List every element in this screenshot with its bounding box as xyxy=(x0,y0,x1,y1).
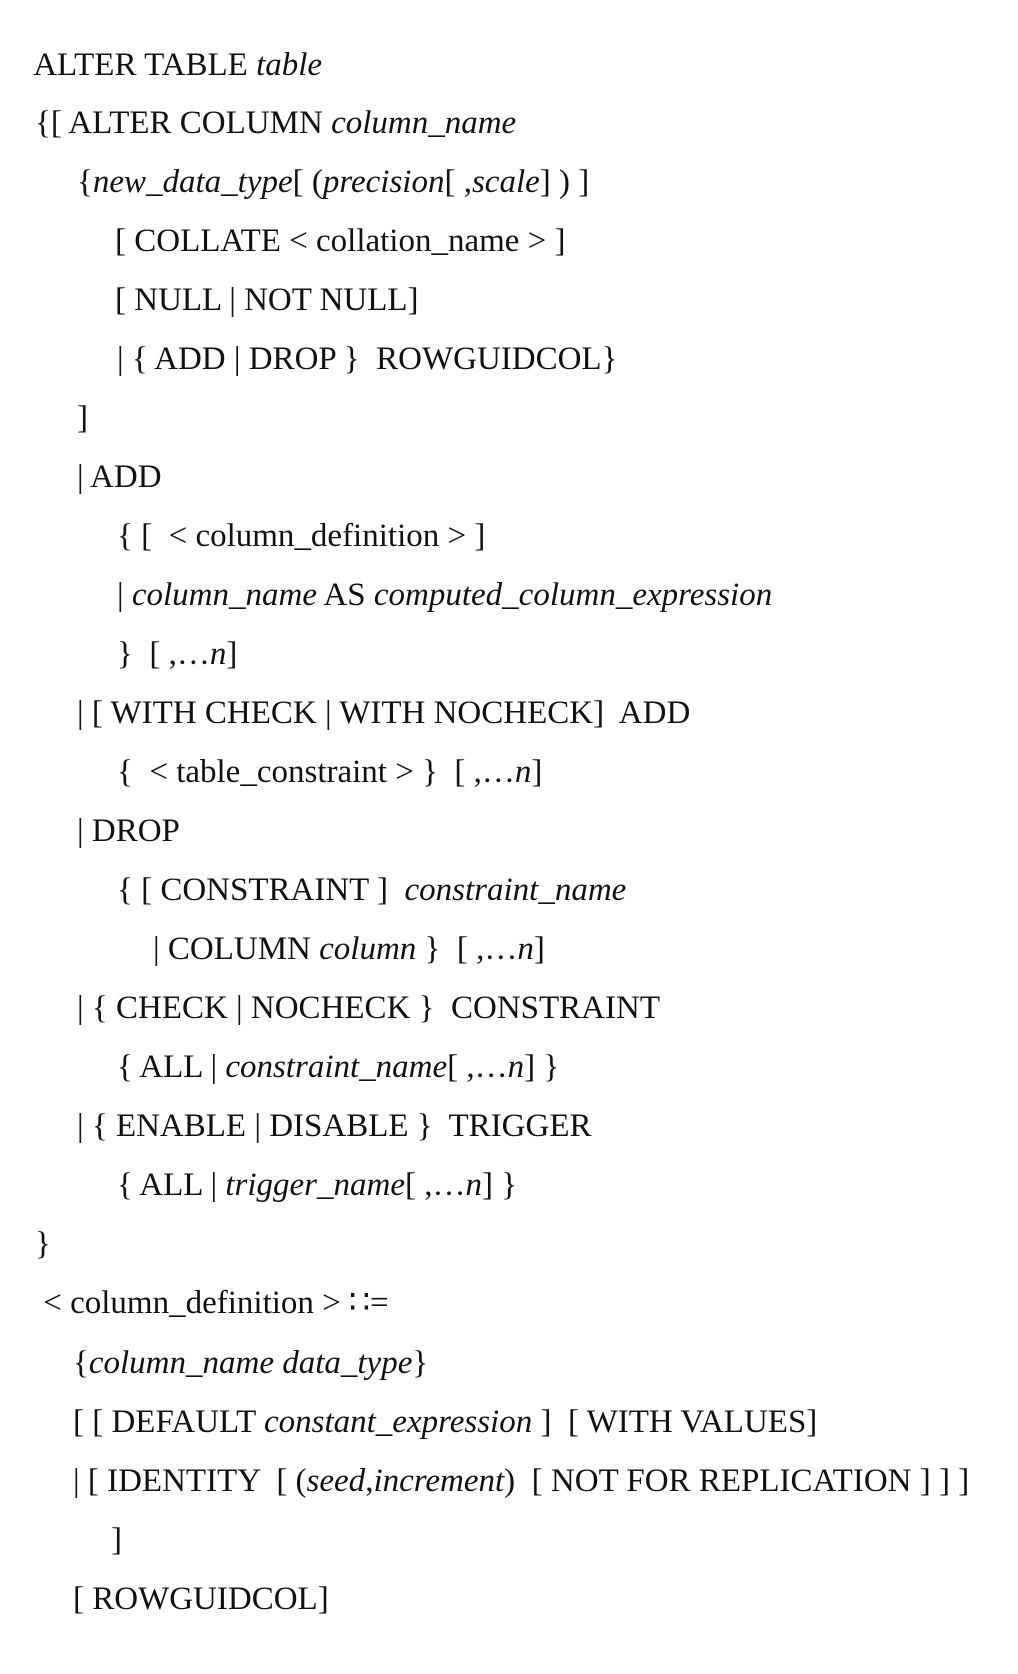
syntax-fragment: n xyxy=(465,1167,482,1203)
syntax-line-17 xyxy=(44,933,660,1026)
syntax-fragment: [ ,… xyxy=(404,1167,466,1203)
syntax-fragment: scale xyxy=(471,164,540,200)
syntax-line-18 xyxy=(84,992,560,1085)
syntax-fragment: column_name data_type xyxy=(88,1345,413,1381)
syntax-fragment: new_data_type xyxy=(92,164,293,200)
syntax-fragment: column_name xyxy=(331,105,517,141)
syntax-fragment: { [ CONSTRAINT ] xyxy=(117,872,405,908)
syntax-fragment: ] ) ] xyxy=(539,164,590,200)
syntax-fragment: } [ ,… xyxy=(416,931,518,967)
syntax-line-21 xyxy=(2,1169,51,1262)
syntax-fragment: constraint_name xyxy=(404,872,627,908)
syntax-fragment: | [ IDENTITY [ ( xyxy=(73,1463,307,1499)
syntax-fragment: ) [ NOT FOR REPLICATION ] ] ] xyxy=(504,1463,970,1499)
syntax-line-24 xyxy=(40,1347,818,1440)
syntax-fragment: | { ENABLE | DISABLE } TRIGGER xyxy=(77,1108,592,1144)
syntax-fragment: ] xyxy=(226,636,238,672)
syntax-fragment: | xyxy=(117,577,132,613)
syntax-fragment: ALTER TABLE xyxy=(33,47,257,83)
syntax-line-19 xyxy=(44,1051,592,1144)
syntax-fragment: } [ ,… xyxy=(117,636,210,672)
syntax-fragment: computed_column_expression xyxy=(373,577,773,613)
syntax-fragment: { ALL | xyxy=(117,1167,226,1203)
syntax-line-8 xyxy=(44,402,162,495)
syntax-fragment: n xyxy=(517,931,534,967)
syntax-fragment: | { CHECK | NOCHECK } CONSTRAINT xyxy=(77,990,660,1026)
syntax-fragment: ] } xyxy=(524,1049,560,1085)
syntax-fragment: , xyxy=(365,1463,374,1499)
syntax-fragment: { [ < column_definition > ] xyxy=(117,518,486,554)
syntax-fragment: | ADD xyxy=(77,459,162,495)
syntax-line-9 xyxy=(84,461,486,554)
syntax-line-22 xyxy=(2,1228,389,1321)
syntax-fragment: ] [ WITH VALUES] xyxy=(532,1404,818,1440)
syntax-line-15 xyxy=(84,815,627,908)
syntax-fragment: { < table_constraint > } [ ,… xyxy=(117,754,515,790)
syntax-line-23 xyxy=(40,1288,429,1381)
syntax-fragment: trigger_name xyxy=(225,1167,405,1203)
syntax-fragment: ] xyxy=(533,931,545,967)
syntax-fragment: seed xyxy=(306,1463,366,1499)
syntax-line-11 xyxy=(84,579,238,672)
syntax-fragment: < column_definition > ∷= xyxy=(35,1285,389,1321)
syntax-line-10 xyxy=(84,520,773,613)
syntax-fragment: increment xyxy=(373,1463,505,1499)
syntax-fragment: } xyxy=(35,1226,51,1262)
syntax-fragment: | [ WITH CHECK | WITH NOCHECK] ADD xyxy=(77,695,691,731)
syntax-line-25 xyxy=(40,1406,970,1499)
syntax-fragment: ] xyxy=(77,400,88,436)
syntax-line-6 xyxy=(84,284,618,377)
syntax-fragment: precision xyxy=(322,164,445,200)
syntax-fragment: [ COLLATE < collation_name > ] xyxy=(115,223,566,259)
syntax-fragment: ] } xyxy=(481,1167,518,1203)
syntax-fragment: ] xyxy=(111,1522,122,1558)
syntax-fragment: { xyxy=(73,1345,89,1381)
syntax-line-27 xyxy=(40,1524,329,1617)
syntax-line-1 xyxy=(2,0,323,83)
syntax-fragment: [ ( xyxy=(292,164,323,200)
syntax-line-13 xyxy=(84,697,543,790)
syntax-line-7 xyxy=(44,343,88,436)
syntax-fragment: column xyxy=(319,931,417,967)
syntax-line-14 xyxy=(44,756,180,849)
syntax-fragment: [ ROWGUIDCOL] xyxy=(73,1581,329,1617)
syntax-fragment: {[ ALTER COLUMN xyxy=(35,105,332,141)
syntax-line-3 xyxy=(44,107,590,200)
syntax-fragment: | { ADD | DROP } ROWGUIDCOL} xyxy=(117,341,618,377)
syntax-fragment: | COLUMN xyxy=(153,931,320,967)
syntax-line-26 xyxy=(78,1465,122,1558)
syntax-fragment: column_name xyxy=(131,577,317,613)
syntax-fragment: } xyxy=(412,1345,429,1381)
syntax-fragment: constant_expression xyxy=(263,1404,533,1440)
syntax-fragment: | DROP xyxy=(77,813,180,849)
syntax-line-4 xyxy=(82,166,566,259)
syntax-fragment: { xyxy=(77,164,93,200)
syntax-fragment: n xyxy=(507,1049,525,1085)
syntax-fragment: [ [ DEFAULT xyxy=(73,1404,264,1440)
syntax-line-12 xyxy=(44,638,691,731)
syntax-fragment: AS xyxy=(317,577,374,613)
syntax-line-5 xyxy=(82,225,419,318)
syntax-line-16 xyxy=(120,874,545,967)
syntax-line-2 xyxy=(2,48,517,141)
syntax-fragment: n xyxy=(209,636,227,672)
syntax-fragment: table xyxy=(256,47,323,83)
syntax-fragment: ] xyxy=(531,754,543,790)
syntax-fragment: { ALL | xyxy=(117,1049,226,1085)
syntax-fragment: [ , xyxy=(444,164,472,200)
syntax-line-20 xyxy=(84,1110,518,1203)
syntax-fragment: n xyxy=(514,754,532,790)
syntax-fragment: [ NULL | NOT NULL] xyxy=(115,282,419,318)
syntax-fragment: constraint_name xyxy=(225,1049,448,1085)
syntax-fragment: [ ,… xyxy=(447,1049,508,1085)
